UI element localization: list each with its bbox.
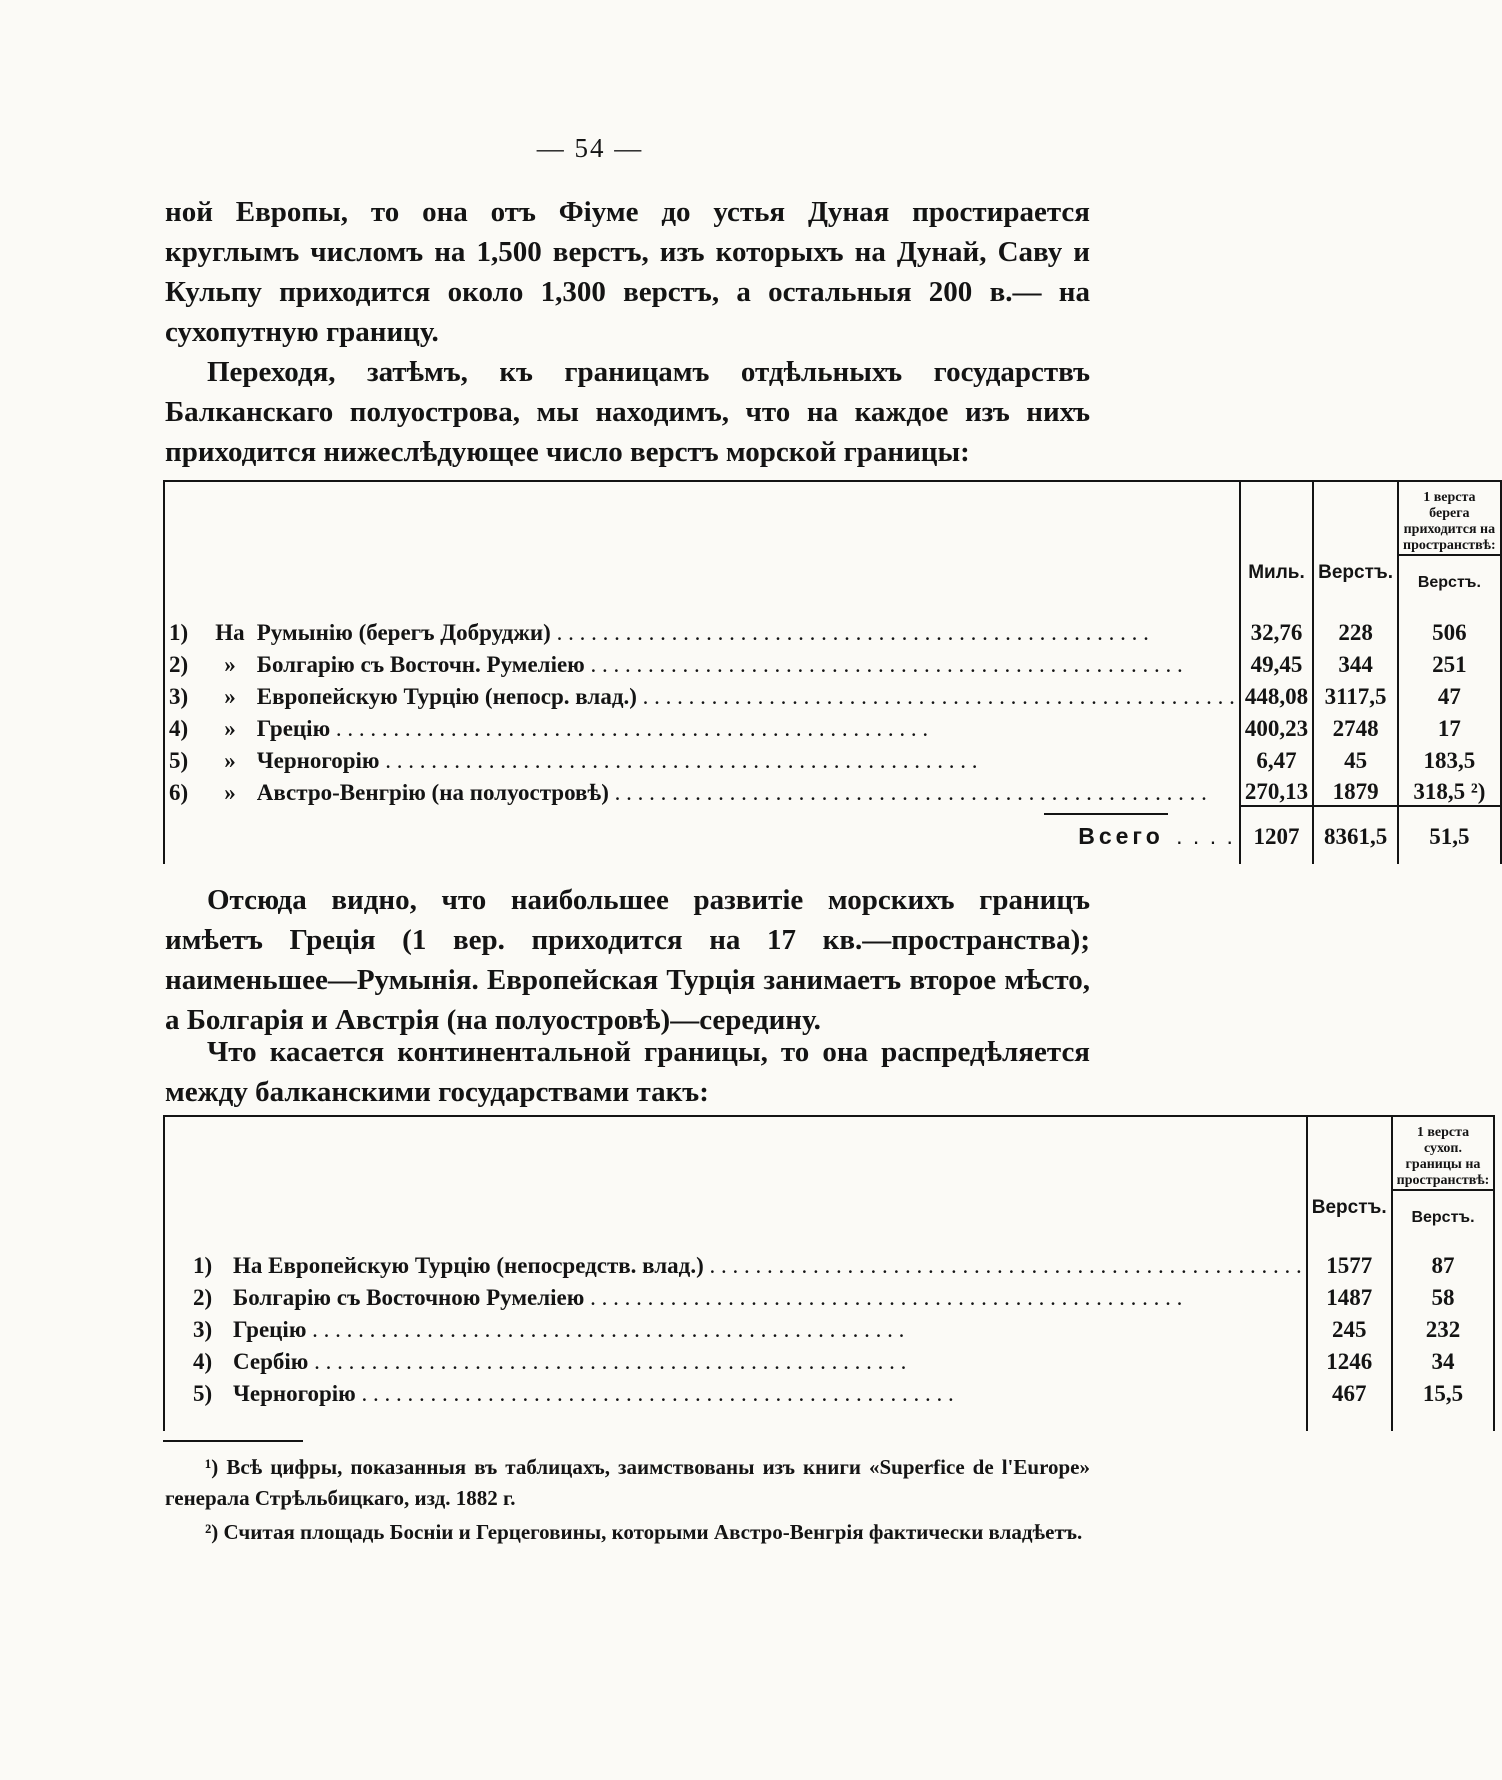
maritime-border-table xyxy=(163,480,1502,864)
table2-row-label: 4) Сербію . . . xyxy=(164,1343,1307,1375)
table1-row-label: 2) » Болгарію съ Восточн. Румеліею . . . xyxy=(164,646,1240,678)
table1-header-versts: Верстъ. xyxy=(1313,481,1398,592)
land-border-table xyxy=(163,1115,1495,1431)
table1-row xyxy=(164,774,1501,806)
table2-row-ratio: 87 xyxy=(1392,1247,1495,1279)
table1-row-versts: 2748 xyxy=(1313,710,1398,742)
table1-header-ratio-unit: Верстъ. xyxy=(1398,555,1501,592)
table2-row-label: 3) Грецію . . . xyxy=(164,1311,1307,1343)
table2-row-versts: 1246 xyxy=(1307,1343,1392,1375)
table2-row-ratio: 58 xyxy=(1392,1279,1495,1311)
table2-row-label: 5) Черногорію . . . xyxy=(164,1375,1307,1407)
table2-row-label: 2) Болгарію съ Восточною Румеліею . . . xyxy=(164,1279,1307,1311)
table1-row-label: 5) » Черногорію . . . xyxy=(164,742,1240,774)
table1-row-ratio: 318,5 ²) xyxy=(1398,774,1501,806)
table2-row-versts: 1577 xyxy=(1307,1247,1392,1279)
footnote-2: ²) Считая площадь Босніи и Герцеговины, которыми Австро-Венгрія фактически владѣетъ. xyxy=(205,1520,1083,1544)
table1-header-miles: Миль. xyxy=(1240,481,1313,592)
table1-row-versts: 228 xyxy=(1313,614,1398,646)
paragraph-4: Что касается континентальной границы, то она распредѣляется между балканскими государствами такъ: xyxy=(165,1036,1090,1108)
table1-row xyxy=(164,678,1501,710)
table1-row-miles: 448,08 xyxy=(1240,678,1313,710)
paragraph-1: ной Европы, то она отъ Фіуме до устья Дуная простирается круглымъ числомъ на 1,500 верстъ, изъ которыхъ на Дунай, Саву и Кульпу приходится около 1,300 верстъ, а остальныя 200 в.— на сухопутную границу. xyxy=(165,196,1090,348)
table1-row-miles: 49,45 xyxy=(1240,646,1313,678)
table1-row-ratio: 506 xyxy=(1398,614,1501,646)
table1-row-label: 1) На Румынію (берегъ Добруджи) . . . xyxy=(164,614,1240,646)
table1-row-ratio: 251 xyxy=(1398,646,1501,678)
table2-row-versts: 1487 xyxy=(1307,1279,1392,1311)
table1-row-ratio: 47 xyxy=(1398,678,1501,710)
table1-row-miles: 400,23 xyxy=(1240,710,1313,742)
table2-row xyxy=(164,1375,1494,1407)
table1-header-blank xyxy=(164,481,1240,592)
table2-header-versts: Верстъ. xyxy=(1307,1116,1392,1227)
footnote-1: ¹) Всѣ цифры, показанныя въ таблицахъ, заимствованы изъ книги «Superfice de l'Europe» генерала Стрѣльбицкаго, изд. 1882 г. xyxy=(165,1455,1091,1510)
table2-row-label: 1) На Европейскую Турцію (непосредств. влад.) . . . xyxy=(164,1247,1307,1279)
table2-header-ratio-unit: Верстъ. xyxy=(1392,1190,1495,1227)
table1-row-label: 4) » Грецію . . . xyxy=(164,710,1240,742)
table1-total-label: Всего . . . . xyxy=(164,806,1240,850)
table2-header-blank xyxy=(164,1116,1307,1227)
table1-row-versts: 1879 xyxy=(1313,774,1398,806)
paragraph-2: Переходя, затѣмъ, къ границамъ отдѣльныхъ государствъ Балканскаго полуострова, мы находимъ, что на каждое изъ нихъ приходится нижеслѣдующее число верстъ морской границы: xyxy=(165,356,1090,468)
footnote-rule xyxy=(163,1440,303,1442)
table1-row-ratio: 17 xyxy=(1398,710,1501,742)
table1-row-miles: 6,47 xyxy=(1240,742,1313,774)
table1-row xyxy=(164,614,1501,646)
table2-row-versts: 245 xyxy=(1307,1311,1392,1343)
table2-row xyxy=(164,1311,1494,1343)
table2-row-ratio: 232 xyxy=(1392,1311,1495,1343)
table1-row xyxy=(164,710,1501,742)
table1-row xyxy=(164,646,1501,678)
table1-header-ratio: 1 верста берега приходится на пространствѣ: xyxy=(1398,481,1501,555)
table2-header-ratio: 1 верста сухоп. границы на пространствѣ: xyxy=(1392,1116,1495,1190)
paragraph-3: Отсюда видно, что наибольшее развитіе морскихъ границъ имѣетъ Греція (1 вер. приходится на 17 кв.—пространства); наименьшее—Румынія. Европейская Турція занимаетъ второе мѣсто, а Болгарія и Австрія (на полуостровѣ)—середину. xyxy=(165,884,1090,1036)
table1-row-label: 3) » Европейскую Турцію (непоср. влад.) . . . xyxy=(164,678,1240,710)
table1-row-miles: 270,13 xyxy=(1240,774,1313,806)
table1-row xyxy=(164,742,1501,774)
table1-total-versts: 8361,5 xyxy=(1313,806,1398,850)
table1-row-miles: 32,76 xyxy=(1240,614,1313,646)
table1-row-ratio: 183,5 xyxy=(1398,742,1501,774)
table2-row-ratio: 15,5 xyxy=(1392,1375,1495,1407)
table1-total-ratio: 51,5 xyxy=(1398,806,1501,850)
table2-row xyxy=(164,1343,1494,1375)
table2-row-ratio: 34 xyxy=(1392,1343,1495,1375)
table1-total-miles: 1207 xyxy=(1240,806,1313,850)
table2-row-versts: 467 xyxy=(1307,1375,1392,1407)
table2-row xyxy=(164,1279,1494,1311)
table1-row-label: 6) » Австро-Венгрію (на полуостровѣ) . . . xyxy=(164,774,1240,806)
table1-row-versts: 3117,5 xyxy=(1313,678,1398,710)
page-number: — 54 — xyxy=(536,133,644,163)
table2-row xyxy=(164,1247,1494,1279)
table1-row-versts: 45 xyxy=(1313,742,1398,774)
table1-row-versts: 344 xyxy=(1313,646,1398,678)
